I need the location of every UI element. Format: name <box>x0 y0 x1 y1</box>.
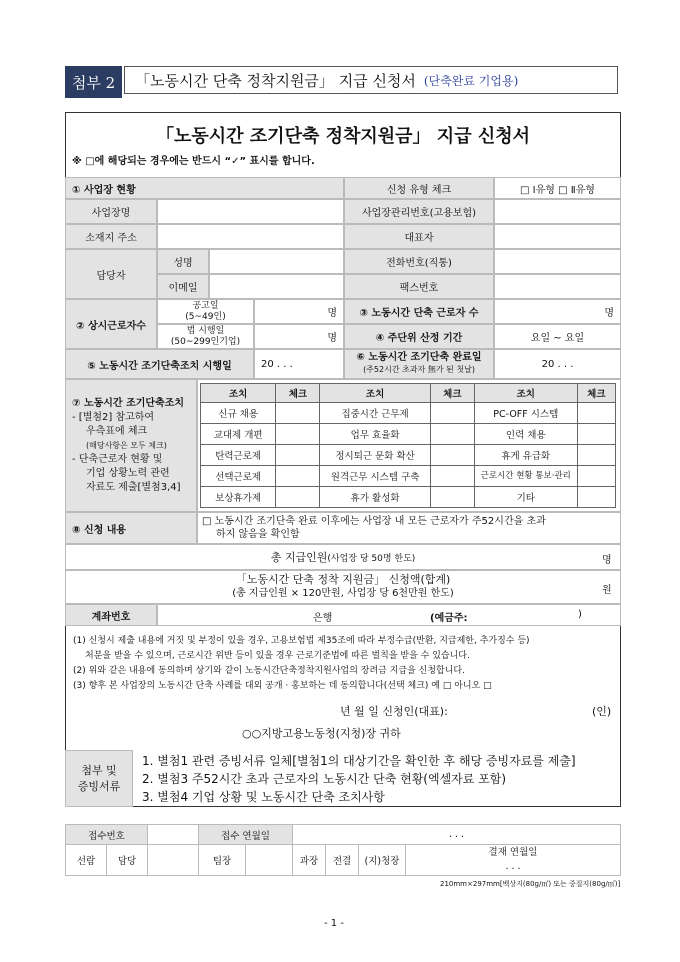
s6-label <box>344 349 494 379</box>
s4-field[interactable]: 요일 ~ 요일 <box>494 324 621 349</box>
business-name-field[interactable] <box>157 199 344 224</box>
section-label: 과장 <box>293 845 326 876</box>
attach-item-2: 2. 별첨3 주52시간 초과 근로자의 노동시간 단축 현황(엑셀자료 포함) <box>142 772 507 786</box>
bank-label: 은행 <box>313 613 333 624</box>
recv-date-label: 접수 연월일 <box>199 825 293 845</box>
amount-l2: (총 지급인원 × 120만원, 사업장 당 6천만원 한도) <box>232 588 454 599</box>
check-cell[interactable] <box>577 424 615 445</box>
total-unit: 명 <box>602 555 612 566</box>
total-label: 총 지급인원 <box>270 551 328 564</box>
s1-type-label: 신청 유형 체크 <box>344 177 494 199</box>
header-title-text: 「노동시간 단축 정착지원금」 지급 신청서 <box>135 71 416 90</box>
ceo-field[interactable] <box>494 224 621 249</box>
attachment-tag: 첨부 2 <box>65 66 122 98</box>
check-cell[interactable] <box>430 424 474 445</box>
measure-cell: 탄력근로제 <box>201 445 276 466</box>
manager-name-label: 성명 <box>157 249 209 274</box>
note-3[interactable]: (3) 향후 본 사업장의 노동시간 단축 사례를 대외 공개 · 홍보하는 데 동의합니다(선택 체크) 예 □ 아니오 □ <box>73 681 492 691</box>
holder-close: ) <box>578 609 582 620</box>
measure-cell: 근로시간 현황 통보·관리 <box>474 466 577 487</box>
measure-cell: 휴가 활성화 <box>320 487 430 508</box>
s2-r1-text: 공고일 <box>192 300 219 311</box>
header-subtitle: (단축완료 기업용) <box>423 73 519 88</box>
paper-spec: 210mm×297mm[백상지(80g/㎡) 또는 중질지(80g/㎡)] <box>440 880 621 888</box>
s7-l5: - 단축근로자 현황 및 <box>72 453 163 465</box>
check-cell[interactable] <box>577 445 615 466</box>
form-note: ※ □에 해당되는 경우에는 반드시 “✓” 표시를 합니다. <box>72 156 315 167</box>
check-cell[interactable] <box>577 487 615 508</box>
ceo-label: 대표자 <box>344 224 494 249</box>
s3-field[interactable]: 명 <box>494 299 621 324</box>
s5-label: ⑤ 노동시간 조기단축조치 시행일 <box>65 349 254 379</box>
phone-label: 전화번호(직통) <box>344 249 494 274</box>
notes-block <box>73 634 618 694</box>
s6-label-text: ⑥ 노동시간 조기단축 완료일 <box>356 352 482 363</box>
check-cell[interactable] <box>276 403 320 424</box>
email-label: 이메일 <box>157 274 209 299</box>
resolve-label: 전결 <box>326 845 359 876</box>
attach-label1: 첨부 및 <box>81 763 117 777</box>
team-sign[interactable] <box>246 845 293 876</box>
recv-no-field[interactable] <box>148 825 199 845</box>
check-cell[interactable] <box>430 487 474 508</box>
check-cell[interactable] <box>430 403 474 424</box>
s7-l6: 기업 상황노력 관련 <box>86 467 170 479</box>
check-cell[interactable] <box>276 445 320 466</box>
total-row <box>65 544 621 570</box>
note-1b: 처분을 받을 수 있으며, 근로시간 위반 등이 있을 경우 근로기준법에 따른 벌칙을 받을 수 있습니다. <box>85 651 470 661</box>
s8-text1: □ 노동시간 조기단축 완료 이후에는 사업장 내 모든 근로자가 주52시간을 초과 <box>202 516 546 527</box>
business-name-label: 사업장명 <box>65 199 157 224</box>
s2-row1-field[interactable]: 명 <box>254 299 344 324</box>
measure-cell: 업무 효율화 <box>320 424 430 445</box>
check-cell[interactable] <box>430 445 474 466</box>
sign-date: 년 월 일 신청인(대표): <box>340 705 448 718</box>
amount-row <box>65 570 621 604</box>
s7-l7: 자료도 제출[별첨3,4] <box>86 481 181 493</box>
s3-label: ③ 노동시간 단축 근로자 수 <box>344 299 494 324</box>
account-field[interactable] <box>157 604 621 626</box>
person-label: 담당 <box>107 845 148 876</box>
holder-label: (예금주: <box>430 613 468 624</box>
mgmt-number-label: 사업장관리번호(고용보험) <box>344 199 494 224</box>
s2-r2-text: 법 시행일 <box>186 325 225 336</box>
measure-cell: 인력 채용 <box>474 424 577 445</box>
blank-cell[interactable] <box>148 845 199 876</box>
s6-field[interactable]: 20 . . . <box>494 349 621 379</box>
form-title: 「노동시간 조기단축 정착지원금」 지급 신청서 <box>155 126 531 147</box>
s7-l3: 우측표에 체크 <box>86 425 148 437</box>
s8-label: ⑧ 신청 내용 <box>65 512 197 544</box>
s5-field[interactable]: 20 . . . <box>254 349 344 379</box>
check-cell[interactable] <box>577 403 615 424</box>
recv-no-label: 접수번호 <box>66 825 148 845</box>
measure-cell: PC-OFF 시스템 <box>474 403 577 424</box>
header-title <box>124 66 618 94</box>
attach-label <box>65 750 133 807</box>
measure-cell: 집중시간 근무제 <box>320 403 430 424</box>
page-number: - 1 - <box>324 918 344 929</box>
s7-l1: ⑦ 노동시간 조기단축조치 <box>72 397 185 409</box>
measure-cell: 보상휴가제 <box>201 487 276 508</box>
attach-item-3: 3. 별첨4 기업 상황 및 노동시간 단축 조치사항 <box>142 790 385 804</box>
recv-date-field[interactable]: . . . <box>293 825 621 845</box>
th-check-2: 체크 <box>430 384 474 403</box>
office-use-table <box>65 824 621 876</box>
s2-row2-label <box>157 324 254 349</box>
fax-field[interactable] <box>494 274 621 299</box>
s2-row1-label <box>157 299 254 324</box>
fax-label: 팩스번호 <box>344 274 494 299</box>
phone-field[interactable] <box>494 249 621 274</box>
measure-cell: 신규 채용 <box>201 403 276 424</box>
measure-cell: 휴게 유급화 <box>474 445 577 466</box>
view-label: 선람 <box>66 845 107 876</box>
s2-label: ② 상시근로자수 <box>65 299 157 349</box>
check-cell[interactable] <box>276 466 320 487</box>
attach-list <box>142 752 576 806</box>
note-1: (1) 신청시 제출 내용에 거짓 및 부정이 있을 경우, 고용보험법 제35조에 따라 부정수급(반환, 지급제한, 추가징수 등) <box>73 636 530 646</box>
th-measure-3: 조치 <box>474 384 577 403</box>
attach-label2: 증빙서류 <box>77 779 121 793</box>
attach-item-1: 1. 별첨1 관련 증빙서류 일체[별첨1의 대상기간을 확인한 후 해당 증빙자료를 제출] <box>142 754 576 768</box>
amount-l1: 「노동시간 단축 정착 지원금」 신청액(합계) <box>235 573 451 586</box>
th-check-3: 체크 <box>577 384 615 403</box>
s1-label: ① 사업장 현황 <box>65 177 344 199</box>
s4-label: ④ 주단위 산정 기간 <box>344 324 494 349</box>
measure-cell: 선택근로제 <box>201 466 276 487</box>
s2-r2b-text: (50~299인기업) <box>170 336 241 347</box>
s2-r1b-text: (5~49인) <box>185 311 226 322</box>
amount-unit: 원 <box>602 585 612 596</box>
pay-date-cell[interactable] <box>406 845 621 876</box>
manager-label: 담당자 <box>65 249 157 299</box>
measure-cell: 기타 <box>474 487 577 508</box>
team-label: 팀장 <box>199 845 246 876</box>
s1-type-options[interactable]: □ Ⅰ유형 □ Ⅱ유형 <box>494 177 621 199</box>
total-sub: (사업장 당 50명 한도) <box>327 553 416 564</box>
office-recipient: ○○지방고용노동청(지청)장 귀하 <box>242 727 401 740</box>
th-measure-2: 조치 <box>320 384 430 403</box>
th-measure-1: 조치 <box>201 384 276 403</box>
check-cell[interactable] <box>430 466 474 487</box>
measure-cell: 원격근무 시스템 구축 <box>320 466 430 487</box>
measures-table <box>200 383 616 508</box>
s6-sub-text: (주52시간 초과자 無가 된 첫날) <box>363 365 475 374</box>
mgmt-number-field[interactable] <box>494 199 621 224</box>
s2-row2-field[interactable]: 명 <box>254 324 344 349</box>
th-check-1: 체크 <box>276 384 320 403</box>
s7-label <box>65 379 197 512</box>
address-label: 소재지 주소 <box>65 224 157 249</box>
address-field[interactable] <box>157 224 344 249</box>
account-label: 계좌번호 <box>65 604 157 626</box>
s7-l4: (해당사항은 모두 체크) <box>86 440 167 450</box>
note-2: (2) 위와 같은 내용에 동의하며 상기와 같이 노동시간단축정착지원사업의 장려금 지급을 신청합니다. <box>73 666 465 676</box>
email-field[interactable] <box>209 274 344 299</box>
s7-l2: - [별첨2] 참고하여 <box>72 411 155 423</box>
pay-date-dots: . . . <box>505 861 521 872</box>
pay-date-label: 결재 연월일 <box>488 847 538 858</box>
check-cell[interactable] <box>276 424 320 445</box>
check-cell[interactable] <box>276 487 320 508</box>
measure-cell: 교대제 개편 <box>201 424 276 445</box>
s8-content[interactable] <box>197 512 621 544</box>
sign-seal: (인) <box>592 705 612 718</box>
chief-label: (지)청장 <box>359 845 406 876</box>
measure-cell: 정시퇴근 문화 확산 <box>320 445 430 466</box>
manager-name-field[interactable] <box>209 249 344 274</box>
s8-text2: 하지 않음을 확인함 <box>216 529 300 540</box>
check-cell[interactable] <box>577 466 615 487</box>
